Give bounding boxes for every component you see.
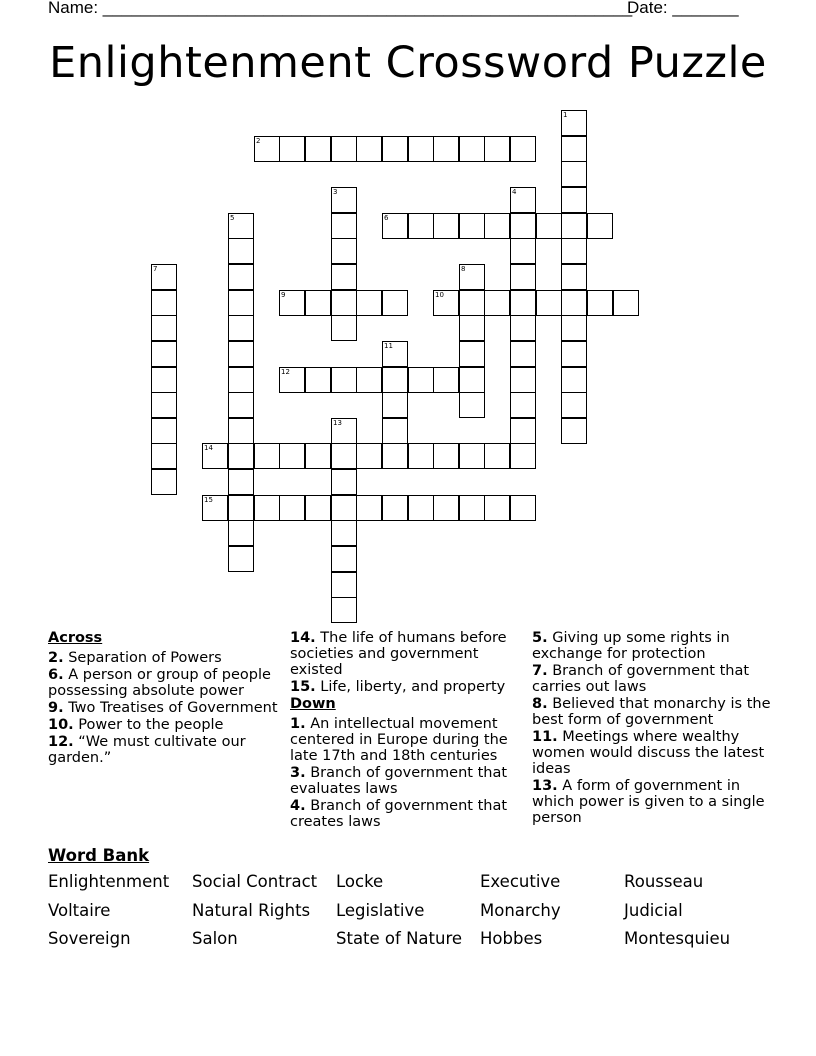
grid-cell[interactable] xyxy=(510,392,536,418)
grid-cell[interactable] xyxy=(382,213,408,239)
clue-across xyxy=(48,717,278,733)
grid-cell[interactable] xyxy=(536,213,562,239)
grid-cell[interactable] xyxy=(356,136,382,162)
clue-across xyxy=(48,734,278,766)
grid-cell[interactable] xyxy=(228,315,254,341)
grid-cell[interactable] xyxy=(510,264,536,290)
grid-cell[interactable] xyxy=(228,392,254,418)
grid-cell[interactable] xyxy=(510,495,536,521)
grid-cell[interactable] xyxy=(356,367,382,393)
grid-cell[interactable] xyxy=(331,187,357,213)
grid-cell[interactable] xyxy=(433,290,459,316)
word-bank-row xyxy=(48,872,808,901)
grid-cell[interactable] xyxy=(459,495,485,521)
clue-number: 1. xyxy=(290,716,306,732)
grid-cell[interactable] xyxy=(331,213,357,239)
grid-cell[interactable] xyxy=(561,264,587,290)
grid-cell[interactable] xyxy=(331,264,357,290)
grid-cell[interactable] xyxy=(408,213,434,239)
clue-across xyxy=(290,679,522,695)
grid-cell[interactable] xyxy=(305,443,331,469)
name-line[interactable]: Name: ________________________________________________________ xyxy=(48,0,633,17)
clue-down xyxy=(532,729,772,777)
grid-cell[interactable] xyxy=(305,367,331,393)
clue-number: 14. xyxy=(290,630,316,646)
grid-cell[interactable] xyxy=(151,418,177,444)
grid-cell[interactable] xyxy=(331,418,357,444)
grid-cell[interactable] xyxy=(305,136,331,162)
word-bank-row xyxy=(48,901,808,930)
clue-number: 6. xyxy=(48,667,64,683)
clue-number: 10. xyxy=(48,717,74,733)
clue-text: Branch of government that carries out laws xyxy=(532,663,750,695)
clue-text: Two Treatises of Government xyxy=(68,700,278,716)
grid-cell[interactable] xyxy=(561,290,587,316)
grid-cell[interactable] xyxy=(254,136,280,162)
clue-number: 4. xyxy=(290,798,306,814)
grid-cell[interactable] xyxy=(561,315,587,341)
grid-cell[interactable] xyxy=(459,136,485,162)
word-bank-item: Rousseau xyxy=(624,872,704,891)
clue-text: The life of humans before societies and government existed xyxy=(290,630,507,678)
grid-cell[interactable] xyxy=(331,315,357,341)
grid-cell[interactable] xyxy=(331,443,357,469)
grid-cell[interactable] xyxy=(331,290,357,316)
grid-cell[interactable] xyxy=(382,290,408,316)
grid-cell[interactable] xyxy=(305,495,331,521)
grid-cell[interactable] xyxy=(279,136,305,162)
clue-text: A form of government in which power is given to a single person xyxy=(532,778,765,826)
grid-cell[interactable] xyxy=(459,315,485,341)
grid-cell[interactable] xyxy=(228,213,254,239)
grid-cell[interactable] xyxy=(228,290,254,316)
grid-cell[interactable] xyxy=(382,136,408,162)
clue-text: Branch of government that evaluates laws xyxy=(290,765,508,797)
grid-cell[interactable] xyxy=(433,136,459,162)
grid-cell[interactable] xyxy=(433,367,459,393)
grid-cell[interactable] xyxy=(561,110,587,136)
grid-cell[interactable] xyxy=(382,341,408,367)
grid-cell[interactable] xyxy=(510,213,536,239)
word-bank-row xyxy=(48,929,808,958)
grid-cell[interactable] xyxy=(331,238,357,264)
clue-number: 7 xyxy=(153,265,158,273)
grid-cell[interactable] xyxy=(510,136,536,162)
grid-cell[interactable] xyxy=(561,341,587,367)
grid-cell[interactable] xyxy=(459,264,485,290)
grid-cell[interactable] xyxy=(561,238,587,264)
grid-cell[interactable] xyxy=(356,495,382,521)
word-bank-item: Locke xyxy=(336,872,384,891)
clue-number: 15. xyxy=(290,679,316,695)
grid-cell[interactable] xyxy=(561,418,587,444)
clue-number: 8 xyxy=(461,265,466,273)
grid-cell[interactable] xyxy=(279,367,305,393)
clue-number: 8. xyxy=(532,696,548,712)
grid-cell[interactable] xyxy=(510,443,536,469)
grid-cell[interactable] xyxy=(382,443,408,469)
clue-number: 3 xyxy=(333,188,338,196)
grid-cell[interactable] xyxy=(510,315,536,341)
grid-cell[interactable] xyxy=(382,495,408,521)
word-bank-item: Montesquieu xyxy=(624,929,731,948)
grid-cell[interactable] xyxy=(331,136,357,162)
word-bank-item: Hobbes xyxy=(480,929,543,948)
grid-cell[interactable] xyxy=(561,392,587,418)
grid-cell[interactable] xyxy=(510,187,536,213)
word-bank-item: Voltaire xyxy=(48,900,111,920)
grid-cell[interactable] xyxy=(510,418,536,444)
clue-down xyxy=(290,716,522,764)
grid-cell[interactable] xyxy=(561,187,587,213)
grid-cell[interactable] xyxy=(279,290,305,316)
grid-cell[interactable] xyxy=(331,367,357,393)
grid-cell[interactable] xyxy=(433,443,459,469)
grid-cell[interactable] xyxy=(484,495,510,521)
clue-number: 4 xyxy=(512,188,517,196)
grid-cell[interactable] xyxy=(459,367,485,393)
across-heading: Across xyxy=(48,630,103,646)
clue-text: Power to the people xyxy=(78,717,224,733)
grid-cell[interactable] xyxy=(331,495,357,521)
grid-cell[interactable] xyxy=(228,469,254,495)
grid-cell[interactable] xyxy=(510,367,536,393)
clue-text: An intellectual movement centered in Europe during the late 17th and 18th centuries xyxy=(290,716,508,764)
grid-cell[interactable] xyxy=(408,443,434,469)
grid-cell[interactable] xyxy=(254,495,280,521)
grid-cell[interactable] xyxy=(561,213,587,239)
clue-number: 14 xyxy=(204,444,213,452)
grid-cell[interactable] xyxy=(484,213,510,239)
grid-cell[interactable] xyxy=(561,367,587,393)
word-bank-item: State of Nature xyxy=(336,929,463,948)
clue-number: 5. xyxy=(532,630,548,646)
word-bank-item: Salon xyxy=(192,929,238,948)
clue-text: Meetings where wealthy women would discuss the latest ideas xyxy=(532,729,765,777)
word-bank-item: Judicial xyxy=(624,900,683,920)
clue-across xyxy=(48,650,278,666)
clue-text: Life, liberty, and property xyxy=(320,679,506,695)
clue-column-2 xyxy=(290,630,522,831)
grid-cell[interactable] xyxy=(408,136,434,162)
grid-cell[interactable] xyxy=(151,367,177,393)
grid-cell[interactable] xyxy=(305,290,331,316)
grid-cell[interactable] xyxy=(228,264,254,290)
clue-number: 10 xyxy=(435,291,444,299)
clue-text: Branch of government that creates laws xyxy=(290,798,508,830)
grid-cell[interactable] xyxy=(382,392,408,418)
grid-cell[interactable] xyxy=(382,418,408,444)
grid-cell[interactable] xyxy=(279,495,305,521)
grid-cell[interactable] xyxy=(331,546,357,572)
grid-cell[interactable] xyxy=(459,213,485,239)
word-bank-item: Enlightenment xyxy=(48,872,170,891)
grid-cell[interactable] xyxy=(331,572,357,598)
grid-cell[interactable] xyxy=(151,469,177,495)
grid-cell[interactable] xyxy=(587,213,613,239)
clue-text: A person or group of people possessing absolute power xyxy=(48,667,271,699)
grid-cell[interactable] xyxy=(459,290,485,316)
grid-cell[interactable] xyxy=(561,161,587,187)
grid-cell[interactable] xyxy=(408,495,434,521)
clue-number: 13 xyxy=(333,419,342,427)
clue-number: 15 xyxy=(204,496,213,504)
grid-cell[interactable] xyxy=(408,367,434,393)
grid-cell[interactable] xyxy=(536,290,562,316)
clue-number: 11 xyxy=(384,342,393,350)
grid-cell[interactable] xyxy=(356,290,382,316)
grid-cell[interactable] xyxy=(228,520,254,546)
clue-text: “We must cultivate our garden.” xyxy=(48,734,246,766)
grid-cell[interactable] xyxy=(484,290,510,316)
grid-cell[interactable] xyxy=(228,341,254,367)
grid-cell[interactable] xyxy=(151,392,177,418)
clue-number: 9. xyxy=(48,700,64,716)
clue-number: 7. xyxy=(532,663,548,679)
grid-cell[interactable] xyxy=(459,341,485,367)
clue-number: 1 xyxy=(563,111,568,119)
clue-number: 12 xyxy=(281,368,290,376)
clue-number: 3. xyxy=(290,765,306,781)
clue-number: 2. xyxy=(48,650,64,666)
grid-cell[interactable] xyxy=(331,469,357,495)
grid-cell[interactable] xyxy=(331,520,357,546)
clue-down xyxy=(532,663,772,695)
grid-cell[interactable] xyxy=(561,136,587,162)
clue-number: 9 xyxy=(281,291,286,299)
word-bank-item: Sovereign xyxy=(48,929,131,948)
grid-cell[interactable] xyxy=(459,392,485,418)
word-bank-item: Natural Rights xyxy=(192,900,311,920)
grid-cell[interactable] xyxy=(151,315,177,341)
grid-cell[interactable] xyxy=(151,290,177,316)
grid-cell[interactable] xyxy=(151,341,177,367)
clue-column-1 xyxy=(48,630,278,767)
grid-cell[interactable] xyxy=(228,443,254,469)
grid-cell[interactable] xyxy=(228,495,254,521)
word-bank-item: Social Contract xyxy=(192,872,318,891)
grid-cell[interactable] xyxy=(510,290,536,316)
clue-number: 6 xyxy=(384,214,389,222)
clue-down xyxy=(532,696,772,728)
word-bank-title: Word Bank xyxy=(48,846,150,865)
clue-across xyxy=(48,667,278,699)
page-title: Enlightenment Crossword Puzzle xyxy=(49,38,767,88)
clue-column-3 xyxy=(532,630,772,827)
word-bank-item: Executive xyxy=(480,872,561,891)
grid-cell[interactable] xyxy=(613,290,639,316)
grid-cell[interactable] xyxy=(510,238,536,264)
grid-cell[interactable] xyxy=(228,367,254,393)
grid-cell[interactable] xyxy=(484,443,510,469)
word-bank-item: Legislative xyxy=(336,900,425,920)
grid-cell[interactable] xyxy=(228,238,254,264)
grid-cell[interactable] xyxy=(151,443,177,469)
grid-cell[interactable] xyxy=(433,213,459,239)
grid-cell[interactable] xyxy=(228,546,254,572)
clue-across xyxy=(48,700,278,716)
grid-cell[interactable] xyxy=(356,443,382,469)
grid-cell[interactable] xyxy=(202,495,228,521)
clue-down xyxy=(290,798,522,830)
grid-cell[interactable] xyxy=(228,418,254,444)
date-line[interactable]: Date: _______ xyxy=(627,0,739,17)
grid-cell[interactable] xyxy=(151,264,177,290)
clue-number: 2 xyxy=(256,137,261,145)
clue-text: Believed that monarchy is the best form of government xyxy=(532,696,771,728)
grid-cell[interactable] xyxy=(587,290,613,316)
clue-down xyxy=(290,765,522,797)
grid-cell[interactable] xyxy=(279,443,305,469)
clue-text: Giving up some rights in exchange for protection xyxy=(532,630,730,662)
clue-number: 5 xyxy=(230,214,235,222)
grid-cell[interactable] xyxy=(510,341,536,367)
clue-number: 12. xyxy=(48,734,74,750)
grid-cell[interactable] xyxy=(484,136,510,162)
clue-down xyxy=(532,630,772,662)
word-bank xyxy=(48,872,808,958)
word-bank-item: Monarchy xyxy=(480,900,561,920)
clue-number: 13. xyxy=(532,778,558,794)
down-heading: Down xyxy=(290,696,336,712)
grid-cell[interactable] xyxy=(254,443,280,469)
clue-across xyxy=(290,630,522,678)
clue-down xyxy=(532,778,772,826)
grid-cell[interactable] xyxy=(459,443,485,469)
clue-text: Separation of Powers xyxy=(68,650,222,666)
grid-cell[interactable] xyxy=(331,597,357,623)
grid-cell[interactable] xyxy=(382,367,408,393)
grid-cell[interactable] xyxy=(433,495,459,521)
clue-number: 11. xyxy=(532,729,558,745)
grid-cell[interactable] xyxy=(202,443,228,469)
